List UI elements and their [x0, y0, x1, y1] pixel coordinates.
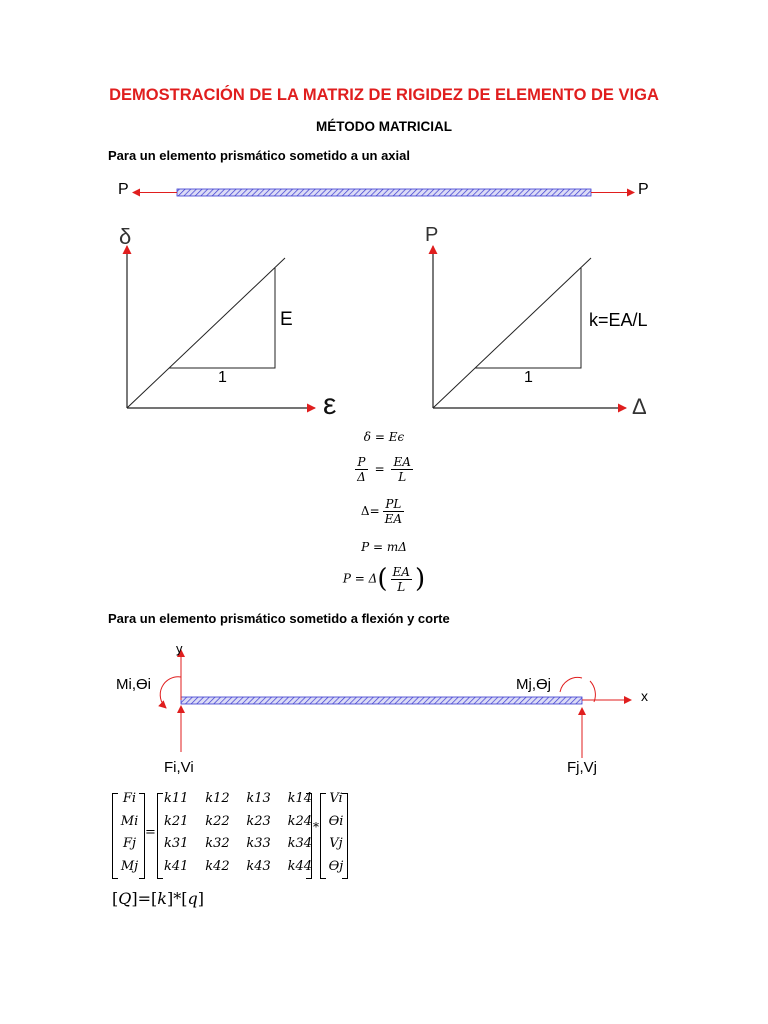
k-cell: k31: [164, 836, 189, 851]
beam-bar: [181, 697, 582, 704]
eq3-num: PL: [383, 497, 404, 512]
slope-line: [433, 258, 591, 408]
k-cell: k13: [246, 791, 271, 806]
k-matrix: [164, 788, 312, 878]
axial-bar: [177, 189, 591, 196]
graph-left-y-label: δ: [119, 224, 132, 249]
right-moment-arc: [560, 677, 582, 692]
equation-3: [0, 497, 768, 526]
right-force-label: Fj,Vj: [567, 759, 597, 776]
eq2-lhs-den: Δ: [357, 470, 366, 484]
q-item: Ɵj: [328, 858, 344, 874]
q-bracket-right: [342, 793, 348, 879]
k-cell: k33: [246, 836, 271, 851]
k-cell: k34: [287, 836, 312, 851]
k-cell: k21: [164, 813, 189, 829]
equation-5: P = Δ( $\frac{EA}{L}$ ): [342, 564, 426, 594]
k-bracket-left: [157, 793, 163, 879]
k-cell: k22: [205, 813, 230, 829]
axial-right-label: P: [638, 181, 649, 198]
k-cell: k11: [164, 791, 189, 806]
eq5-lhs: P = Δ: [342, 571, 378, 586]
q-symbol: q: [187, 889, 198, 908]
q-item: Vj: [329, 836, 343, 851]
q-item: Ɵi: [328, 813, 344, 829]
right-moment-label: Mj,Ɵj: [516, 676, 551, 693]
matrix-equals: =: [145, 825, 156, 840]
right-moment-arc-2: [590, 681, 595, 702]
eq5-num: EA: [392, 564, 410, 579]
axial-left-label: P: [118, 181, 129, 198]
equation-1: δ = Eϵ: [363, 430, 405, 444]
k-cell: k42: [205, 858, 230, 874]
graph-right-run-label: 1: [524, 369, 533, 386]
graph-right-x-label: Δ: [632, 394, 647, 419]
Q-item: Mi: [120, 813, 139, 829]
axial-bar-diagram: [0, 170, 768, 215]
eq2-lhs-num: P: [355, 455, 368, 470]
k-symbol: k: [157, 889, 167, 908]
eq2-rhs-num: EA: [393, 455, 411, 469]
Q-item: Mj: [120, 858, 139, 874]
Q-symbol: Q: [118, 889, 132, 908]
eq2-rhs-den: L: [398, 470, 407, 484]
page-subtitle: MÉTODO MATRICIAL: [316, 119, 452, 134]
left-force-label: Fi,Vi: [164, 759, 194, 776]
eq3-den: EA: [384, 512, 403, 526]
graph-left-slope-label: E: [280, 309, 293, 330]
k-cell: k41: [164, 858, 189, 874]
k-bracket-right: [306, 793, 312, 879]
beam-x-label: x: [641, 688, 648, 704]
stress-strain-graph: [110, 240, 340, 420]
k-cell: k43: [246, 858, 271, 874]
compact-matrix-equation: [Q]=[k]*[q]: [112, 889, 204, 908]
k-cell: k44: [287, 858, 312, 874]
times-symbol: *: [173, 889, 182, 908]
k-cell: k24: [287, 813, 312, 829]
beam-diagram: [0, 640, 768, 780]
Q-item: Fi: [122, 791, 137, 806]
q-item: Vi: [329, 791, 343, 806]
section-axial-heading: Para un elemento prismático sometido a un axial: [108, 148, 410, 163]
eq-symbol: =: [137, 889, 152, 908]
k-cell: k12: [205, 791, 230, 806]
k-cell: k14: [287, 791, 312, 806]
k-cell: k32: [205, 836, 230, 851]
graph-right-y-label: P: [425, 224, 439, 246]
section-flexion-heading: Para un elemento prismático sometido a flexión y corte: [108, 611, 450, 626]
equation-2: [0, 455, 768, 484]
graph-right-slope-label: k=EA/L: [589, 310, 648, 330]
graph-left-run-label: 1: [218, 369, 227, 386]
Q-item: Fj: [122, 836, 137, 851]
slope-line: [127, 258, 285, 408]
eq2-equals: =: [374, 462, 385, 476]
k-cell: k23: [246, 813, 271, 829]
page-title: DEMOSTRACIÓN DE LA MATRIZ DE RIGIDEZ DE ELEMENTO DE VIGA: [109, 86, 659, 104]
eq3-lhs: Δ=: [360, 504, 380, 518]
left-moment-arrow: [160, 677, 181, 708]
eq5-den: L: [397, 579, 406, 594]
beam-y-label: y: [176, 641, 183, 656]
matrix-times: *: [313, 820, 319, 834]
graph-left-x-label: ε: [323, 388, 337, 421]
left-moment-label: Mi,Ɵi: [116, 676, 151, 693]
equation-4: P = mΔ: [361, 540, 407, 554]
